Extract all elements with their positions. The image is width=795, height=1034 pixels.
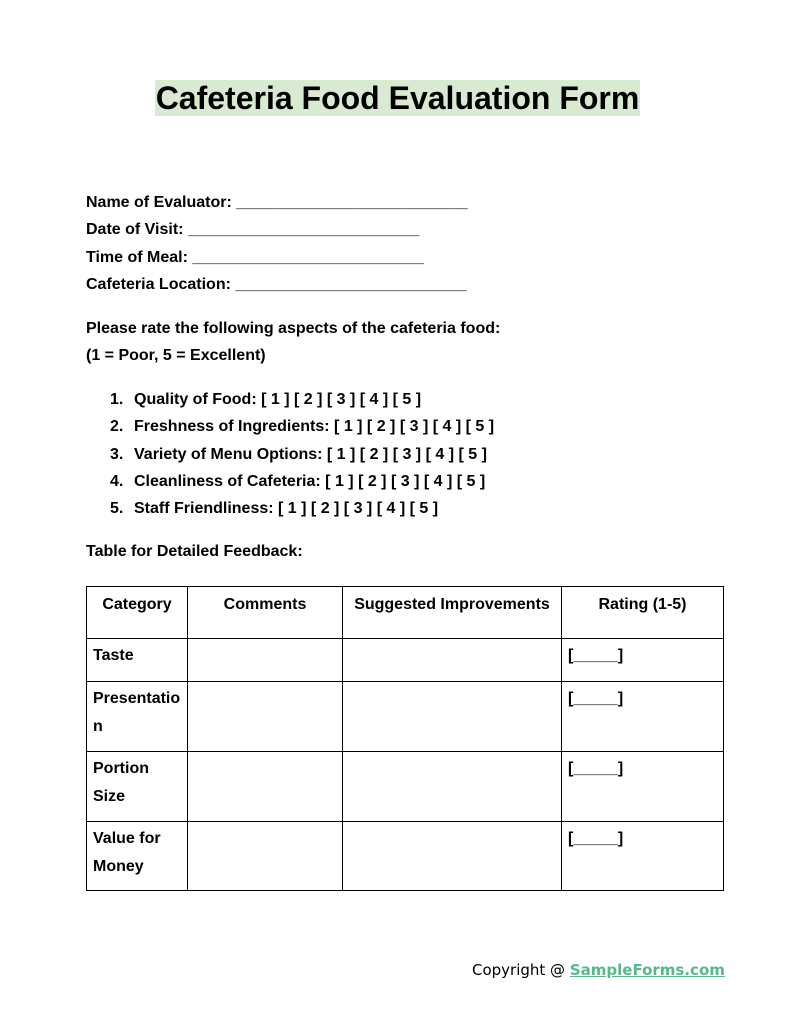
rating-cell[interactable]: [_____]: [562, 682, 724, 752]
improvements-cell[interactable]: [343, 682, 562, 752]
header-category: Category: [87, 587, 188, 639]
evaluator-name-field[interactable]: Name of Evaluator: __________________________: [86, 194, 468, 211]
info-fields: [86, 189, 468, 298]
category-cell: Value for Money: [87, 822, 188, 891]
header-comments: Comments: [188, 587, 343, 639]
location-field[interactable]: Cafeteria Location: __________________________: [86, 275, 467, 293]
scale-text: (1 = Poor, 5 = Excellent): [86, 347, 266, 365]
table-row: [87, 639, 724, 682]
table-row: [87, 682, 724, 752]
comments-cell[interactable]: [188, 822, 343, 891]
rating-list: [110, 386, 494, 522]
list-item[interactable]: 5. Staff Friendliness: [ 1 ] [ 2 ] [ 3 ] [ 4 ] [ 5 ]: [110, 500, 439, 518]
category-cell: Presentation: [87, 682, 188, 752]
comments-cell[interactable]: [188, 752, 343, 822]
instruction-text: Please rate the following aspects of the cafeteria food:: [86, 320, 501, 337]
list-item[interactable]: 3. Variety of Menu Options: [ 1 ] [ 2 ] [ 3 ] [ 4 ] [ 5 ]: [110, 445, 487, 463]
improvements-cell[interactable]: [343, 752, 562, 822]
date-field[interactable]: Date of Visit: __________________________: [86, 221, 420, 239]
improvements-cell[interactable]: [343, 822, 562, 891]
comments-cell[interactable]: [188, 682, 343, 752]
improvements-cell[interactable]: [343, 639, 562, 682]
list-item[interactable]: 4. Cleanliness of Cafeteria: [ 1 ] [ 2 ] [ 3 ] [ 4 ] [ 5 ]: [110, 472, 486, 490]
table-row: [87, 752, 724, 822]
sampleforms-link[interactable]: SampleForms.com: [569, 961, 725, 979]
header-rating: Rating (1-5): [562, 587, 724, 639]
list-item[interactable]: 2. Freshness of Ingredients: [ 1 ] [ 2 ] [ 3 ] [ 4 ] [ 5 ]: [110, 418, 495, 436]
rating-cell[interactable]: [_____]: [562, 639, 724, 682]
time-field[interactable]: Time of Meal: __________________________: [86, 248, 424, 266]
table-heading: Table for Detailed Feedback:: [86, 543, 303, 560]
rating-cell[interactable]: [_____]: [562, 822, 724, 891]
instructions: [86, 315, 500, 370]
table-row: [87, 822, 724, 891]
header-improvements: Suggested Improvements: [343, 587, 562, 639]
footer: Copyright @ SampleForms.com: [472, 961, 725, 979]
list-item[interactable]: 1. Quality of Food: [ 1 ] [ 2 ] [ 3 ] [ 4 ] [ 5 ]: [110, 391, 422, 408]
table-header-row: [87, 587, 724, 639]
category-cell: Taste: [87, 639, 188, 682]
category-cell: Portion Size: [87, 752, 188, 822]
feedback-table: [86, 586, 724, 891]
comments-cell[interactable]: [188, 639, 343, 682]
form-title: Cafeteria Food Evaluation Form: [155, 80, 640, 116]
rating-cell[interactable]: [_____]: [562, 752, 724, 822]
